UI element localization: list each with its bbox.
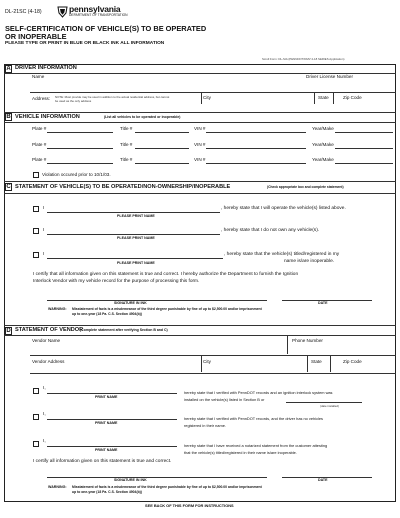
title-field[interactable] bbox=[135, 132, 189, 133]
option-prefix: I bbox=[43, 252, 45, 257]
driver-zip-field[interactable] bbox=[334, 104, 394, 111]
vendor-city-label: City bbox=[203, 359, 211, 364]
section-d-title-note: (Complete statement after verifying Section B and C) bbox=[80, 328, 168, 332]
vin-field[interactable] bbox=[206, 163, 306, 164]
no-vehicles-registered-checkbox[interactable] bbox=[33, 414, 39, 420]
section-b-letter: B bbox=[6, 114, 11, 120]
driver-name-field[interactable] bbox=[30, 80, 298, 92]
title-field[interactable] bbox=[135, 148, 189, 149]
vin-field[interactable] bbox=[206, 132, 306, 133]
vin-label: VIN # bbox=[194, 126, 206, 131]
warning-label: WARNING: bbox=[48, 307, 67, 311]
footer-instructions: SEE BACK OF THIS FORM FOR INSTRUCTIONS bbox=[145, 503, 234, 508]
vendor-city-field[interactable] bbox=[202, 366, 306, 372]
driver-certify-line2: Interlock Vendor with my vehicle record for the purpose of processing this form. bbox=[33, 279, 200, 284]
violation-label: Violation occured prior to 10/1/03. bbox=[42, 172, 111, 177]
warning-text-line2: up to one-year (18 Pa. C.S. Section 4904(b)) bbox=[72, 312, 142, 316]
vendor-name-field[interactable] bbox=[30, 344, 286, 354]
plate-field[interactable] bbox=[47, 148, 113, 149]
vin-field[interactable] bbox=[206, 148, 306, 149]
yearmake-label: Year/Make bbox=[312, 126, 334, 131]
vin-label: VIN # bbox=[194, 142, 206, 147]
vendor-address-field[interactable] bbox=[30, 366, 200, 372]
plate-label: Plate # bbox=[32, 157, 47, 162]
address-note-line1: NOTE: Must provide may be used in addition to the actual residential address, but cannot bbox=[55, 95, 170, 99]
print-name-caption: PRINT NAME bbox=[95, 395, 118, 399]
vendor-state-field[interactable] bbox=[308, 366, 329, 372]
address-note-line2: be used as the only address bbox=[55, 99, 92, 103]
keystone-logo bbox=[57, 5, 68, 17]
yearmake-field[interactable] bbox=[335, 132, 393, 133]
agency-dept: DEPARTMENT OF TRANSPORTATION bbox=[69, 13, 128, 17]
form-title-line2: OR INOPERABLE bbox=[5, 32, 67, 41]
vendor-option-prefix: I, bbox=[43, 439, 46, 444]
inoperable-statement-line1: , hereby state that the vehicle(s) titled/registered in my bbox=[224, 252, 340, 257]
notarized-statement-line2: that the vehicle(s) titled/registered in their name is/are inoperable. bbox=[184, 450, 297, 455]
yearmake-label: Year/Make bbox=[312, 157, 334, 162]
notarized-statement-checkbox[interactable] bbox=[33, 441, 39, 447]
section-b-title: VEHICLE INFORMATION bbox=[15, 114, 80, 120]
plate-field[interactable] bbox=[47, 132, 113, 133]
driver-name-label: Name bbox=[32, 74, 45, 79]
print-name-caption: PRINT NAME bbox=[95, 448, 118, 452]
date-caption: DATE bbox=[318, 301, 328, 305]
address-label: Address: bbox=[32, 96, 51, 101]
vendor-option-prefix: I, bbox=[43, 412, 46, 417]
inoperable-print-name-field[interactable] bbox=[47, 258, 223, 259]
warning-text-line1: Misstatement of facts is a misdemeanor of the third degree punishable by fine of up to $2,500.00 and/or imprisonment bbox=[72, 485, 262, 489]
driver-license-field[interactable] bbox=[304, 80, 394, 92]
notarized-print-name-field[interactable] bbox=[47, 446, 177, 447]
no-vehicle-checkbox[interactable] bbox=[33, 228, 39, 234]
driver-address-field[interactable] bbox=[30, 104, 200, 111]
notarized-statement-line1: hereby state that I have received a notarized statement from the customer attesting bbox=[184, 443, 328, 448]
driver-state-label: State bbox=[318, 95, 329, 100]
warning-text-line1: Misstatement of facts is a misdemeanor of the third degree punishable by fine of up to $2,500.00 and/or imprisonment bbox=[72, 307, 262, 311]
print-name-caption: PLEASE PRINT NAME bbox=[117, 214, 155, 218]
signature-caption: SIGNATURE IN INK bbox=[114, 478, 147, 482]
vendor-option-prefix: I, bbox=[43, 386, 46, 391]
vendor-name-label: Vendor Name bbox=[32, 338, 61, 343]
section-a-letter: A bbox=[6, 66, 11, 72]
inoperable-checkbox[interactable] bbox=[33, 252, 39, 258]
driver-license-label: Driver License Number bbox=[306, 74, 353, 79]
no-vehicle-print-name-field[interactable] bbox=[47, 234, 220, 235]
inoperable-statement-line2: name is/are inoperable. bbox=[284, 259, 335, 264]
section-c-letter: C bbox=[6, 184, 11, 190]
interlock-statement-line1: hereby state that I verified with PennDOT records and an ignition interlock system was bbox=[184, 390, 333, 395]
section-c-title-note: (Check appropriate box and complete statement) bbox=[267, 185, 344, 189]
title-label: Title # bbox=[120, 157, 133, 162]
driver-certify-line1: I certify that all information given on this statement is true and correct. I hereby authorize the Department to furnish the Ignition bbox=[33, 272, 299, 277]
warning-label: WARNING: bbox=[48, 485, 67, 489]
ink-instruction: PLEASE TYPE OR PRINT IN BLUE OR BLACK INK ALL INFORMATION bbox=[5, 41, 165, 46]
plate-label: Plate # bbox=[32, 142, 47, 147]
form-number: DL-21SC (4-18) bbox=[5, 9, 42, 15]
title-field[interactable] bbox=[135, 163, 189, 164]
operate-statement: , hereby state that I will operate the vehicle(s) listed above. bbox=[221, 206, 346, 211]
interlock-print-name-field[interactable] bbox=[47, 393, 177, 394]
print-name-caption: PRINT NAME bbox=[95, 421, 118, 425]
section-c-title: STATEMENT OF VEHICLE(S) TO BE OPERATED/NON-OWNERSHIP/INOPERABLE bbox=[15, 184, 231, 190]
interlock-statement-line2: installed on the vehicle(s) listed in Section B or bbox=[184, 397, 265, 402]
driver-city-label: City bbox=[203, 95, 211, 100]
option-prefix: I bbox=[43, 228, 45, 233]
option-prefix: I bbox=[43, 206, 45, 211]
date-caption: DATE bbox=[318, 478, 328, 482]
vendor-certify-line: I certify all information given on this statement is true and correct. bbox=[33, 459, 172, 464]
vendor-phone-field[interactable] bbox=[288, 344, 394, 354]
vendor-phone-label: Phone Number bbox=[292, 338, 323, 343]
title-label: Title # bbox=[120, 142, 133, 147]
no-vehicle-statement: , hereby state that I do not own any vehicle(s). bbox=[221, 228, 320, 233]
yearmake-field[interactable] bbox=[335, 148, 393, 149]
vendor-signature-field[interactable] bbox=[47, 477, 267, 478]
driver-city-field[interactable] bbox=[202, 104, 313, 111]
driver-signature-field[interactable] bbox=[47, 300, 267, 301]
print-name-caption: PLEASE PRINT NAME bbox=[117, 261, 155, 265]
agency-name: pennsylvania bbox=[69, 4, 121, 14]
yearmake-label: Year/Make bbox=[312, 142, 334, 147]
print-name-caption: PLEASE PRINT NAME bbox=[117, 236, 155, 240]
form-title-line1: SELF-CERTIFICATION OF VEHICLE(S) TO BE OPERATED bbox=[5, 24, 207, 33]
vendor-state-label: State bbox=[311, 359, 322, 364]
section-a-title: DRIVER INFORMATION bbox=[15, 65, 77, 71]
vendor-zip-label: Zip Code bbox=[343, 359, 362, 364]
operate-vehicle-checkbox[interactable] bbox=[33, 206, 39, 212]
signature-caption: SIGNATURE IN INK bbox=[114, 301, 147, 305]
title-label: Title # bbox=[120, 126, 133, 131]
no-vehicles-statement-line2: registered in their name. bbox=[184, 423, 226, 428]
interlock-installed-checkbox[interactable] bbox=[33, 388, 39, 394]
driver-zip-label: Zip Code bbox=[343, 95, 362, 100]
form-reference: Scroll Form: DL-SIA (PENNDOT/DMV 2-18 SERIES Application) bbox=[262, 57, 345, 61]
warning-text-line2: up to one-year (18 Pa. C.S. Section 4904(b)) bbox=[72, 490, 142, 494]
yearmake-field[interactable] bbox=[335, 163, 393, 164]
date-installed-field[interactable] bbox=[286, 402, 362, 403]
driver-state-field[interactable] bbox=[315, 104, 332, 111]
section-d-letter: D bbox=[6, 328, 11, 334]
no-vehicles-statement-line1: hereby state that I verified with PennDOT records, and the driver has no vehicles bbox=[184, 416, 323, 421]
vendor-zip-field[interactable] bbox=[331, 366, 394, 372]
plate-field[interactable] bbox=[47, 163, 113, 164]
section-b-title-note: (List all vehicles to be operated or inoperable) bbox=[104, 115, 181, 119]
operate-print-name-field[interactable] bbox=[47, 212, 220, 213]
vin-label: VIN # bbox=[194, 157, 206, 162]
date-installed-caption: (date installed) bbox=[320, 404, 339, 408]
plate-label: Plate # bbox=[32, 126, 47, 131]
no-vehicles-print-name-field[interactable] bbox=[47, 419, 177, 420]
section-d-title: STATEMENT OF VENDOR bbox=[15, 327, 84, 333]
vendor-address-label: Vendor Address bbox=[32, 359, 65, 364]
violation-checkbox[interactable] bbox=[33, 172, 39, 178]
